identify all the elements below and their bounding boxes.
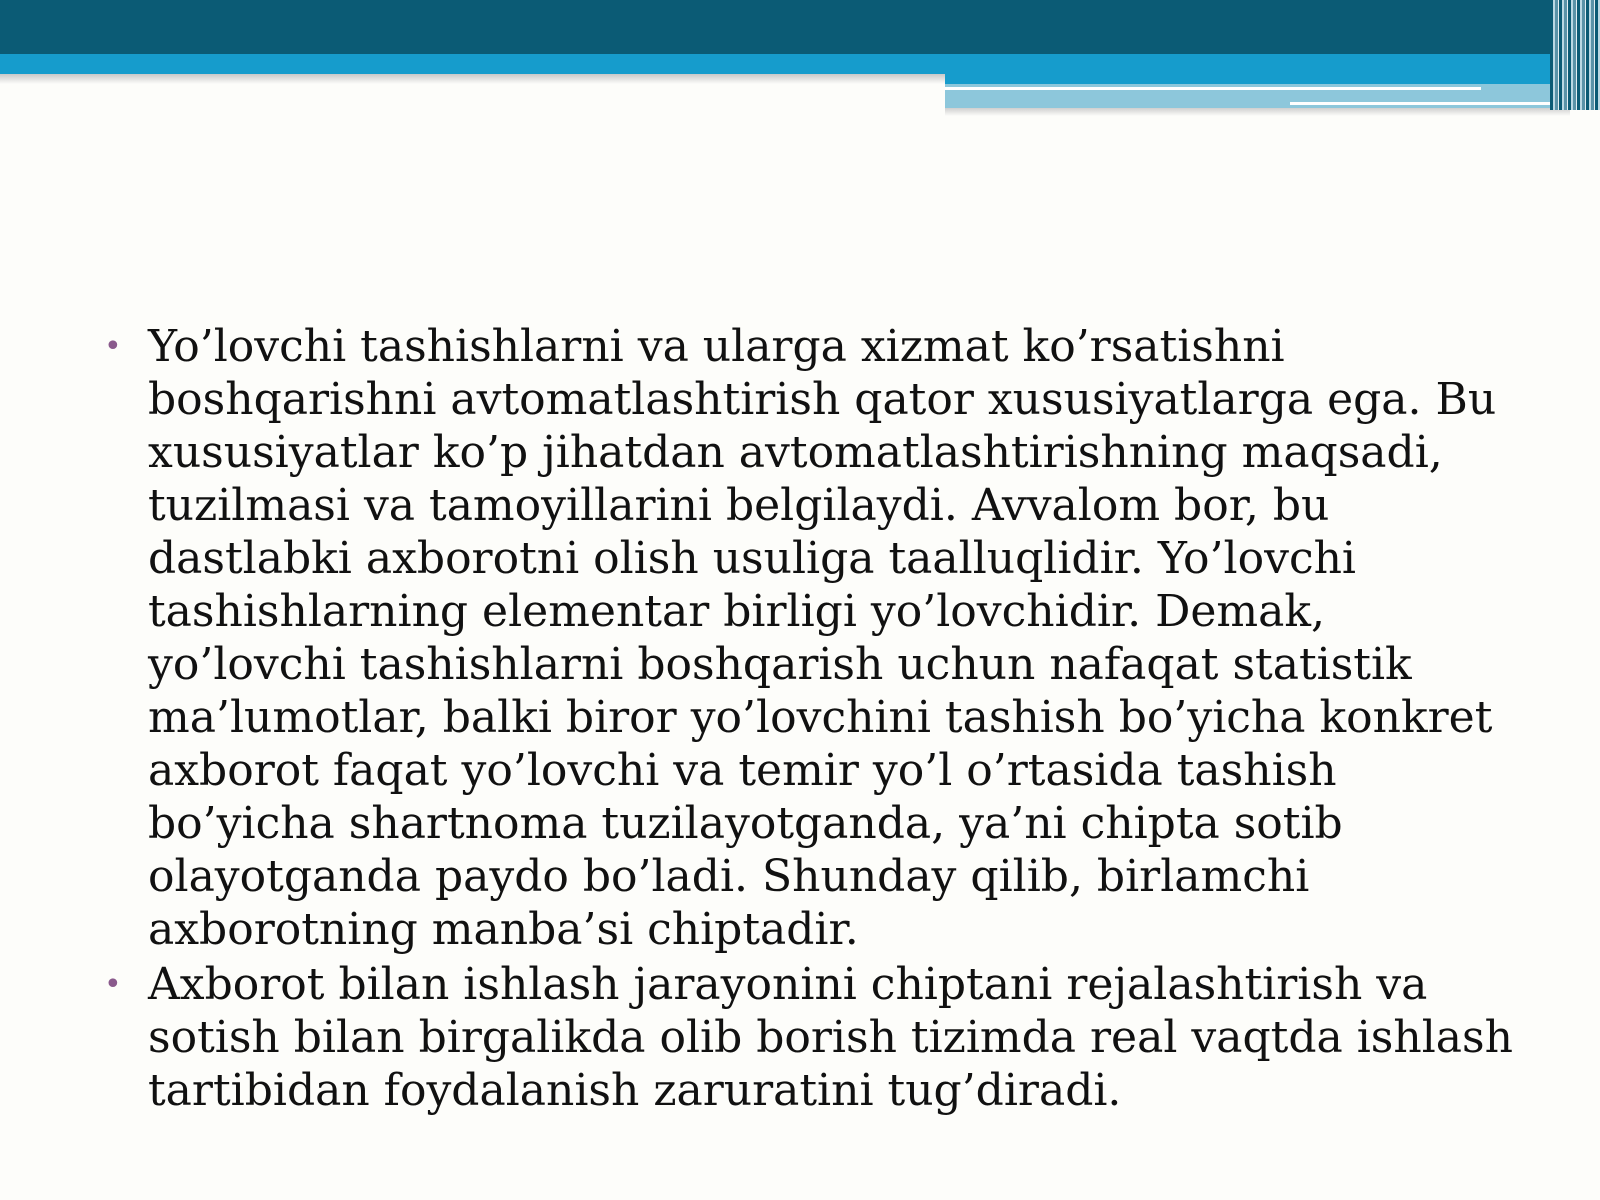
slide-body-bullet-list [100, 320, 1530, 1119]
slide-header-decoration [0, 0, 1600, 120]
header-shadow-left [0, 74, 945, 84]
bullet-item [100, 320, 1530, 956]
header-white-line-bottom [1290, 102, 1570, 105]
header-blue-band-right [945, 54, 1600, 84]
header-shadow-right [945, 108, 1570, 116]
bullet-text: Axborot bilan ishlash jarayonini chiptani rejalashtirish va sotish bilan birgalikda olib borish tizimda real vaqtda ishlash tartibidan foydalanish zaruratini tug’diradi. [148, 959, 1513, 1116]
header-blue-band-left [0, 54, 945, 74]
bullet-marker: • [104, 967, 122, 1002]
header-dark-band [0, 0, 1600, 54]
header-vertical-stripes [1550, 0, 1600, 110]
bullet-item [100, 958, 1530, 1117]
bullet-marker: • [104, 329, 122, 364]
bullet-text: Yo’lovchi tashishlarni va ularga xizmat ko’rsatishni boshqarishni avtomatlashtirish qator xususiyatlarga ega. Bu xususiyatlar ko’p jihatdan avtomatlashtirishning maqsadi, tuzilmasi va tamoyillarini belgilaydi. Avvalom bor, bu dastlabki axborotni olish usuliga taalluqlidir. Yo’lovchi tashishlarning elementar birligi yo’lovchidir. Demak, yo’lovchi tashishlarni boshqarish uchun nafaqat statistik ma’lumotlar, balki biror yo’lovchini tashish bo’yicha konkret axborot faqat yo’lovchi va temir yo’l o’rtasida tashish bo’yicha shartnoma tuzilayotganda, ya’ni chipta sotib olayotganda paydo bo’ladi. Shunday qilib, birlamchi axborotning manba’si chiptadir. [148, 321, 1497, 955]
header-white-line-top [945, 87, 1481, 90]
